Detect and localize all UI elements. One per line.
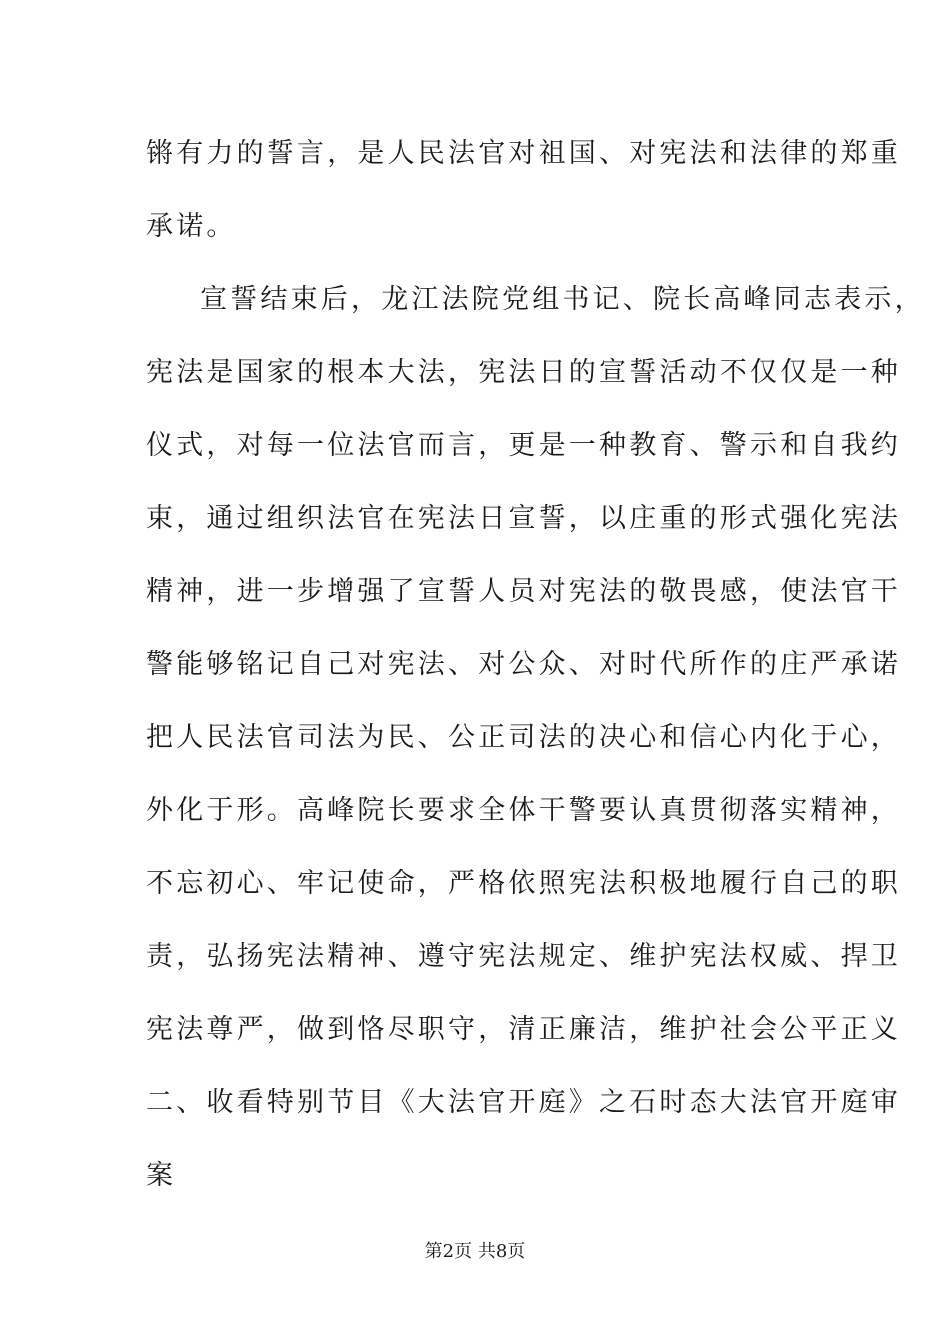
- paragraph-first-line: 宣誓结束后，龙江法院党组书记、院长高峰同志表示，: [200, 284, 925, 315]
- page-number-footer: 第2页 共8页: [424, 1241, 526, 1262]
- body-text-line: 外化于形。高峰院长要求全体干警要认真贯彻落实精神，: [146, 795, 901, 826]
- body-text-line: 宪法是国家的根本大法，宪法日的宣誓活动不仅仅是一种: [146, 357, 901, 388]
- body-text-line: 警能够铭记自己对宪法、对公众、对时代所作的庄严承诺: [146, 649, 901, 680]
- body-text-line: 承诺。: [146, 211, 237, 242]
- body-text-line: 宪法尊严，做到恪尽职守，清正廉洁，维护社会公平正义: [146, 1014, 901, 1045]
- body-text-line: 仪式，对每一位法官而言，更是一种教育、警示和自我约: [146, 430, 901, 461]
- section-heading-line: 二、收看特别节目《大法官开庭》之石时态大法官开庭审: [146, 1087, 901, 1118]
- body-text-line: 把人民法官司法为民、公正司法的决心和信心内化于心，: [146, 722, 901, 753]
- section-heading-line: 案: [146, 1160, 177, 1191]
- body-text-line: 责，弘扬宪法精神、遵守宪法规定、维护宪法权威、捍卫: [146, 941, 901, 972]
- body-text-line: 束，通过组织法官在宪法日宣誓，以庄重的形式强化宪法: [146, 503, 901, 534]
- body-text-line: 不忘初心、牢记使命，严格依照宪法积极地履行自己的职: [146, 868, 901, 899]
- body-text-line: 精神，进一步增强了宣誓人员对宪法的敬畏感，使法官干: [146, 576, 901, 607]
- body-text-line: 锵有力的誓言，是人民法官对祖国、对宪法和法律的郑重: [146, 138, 901, 169]
